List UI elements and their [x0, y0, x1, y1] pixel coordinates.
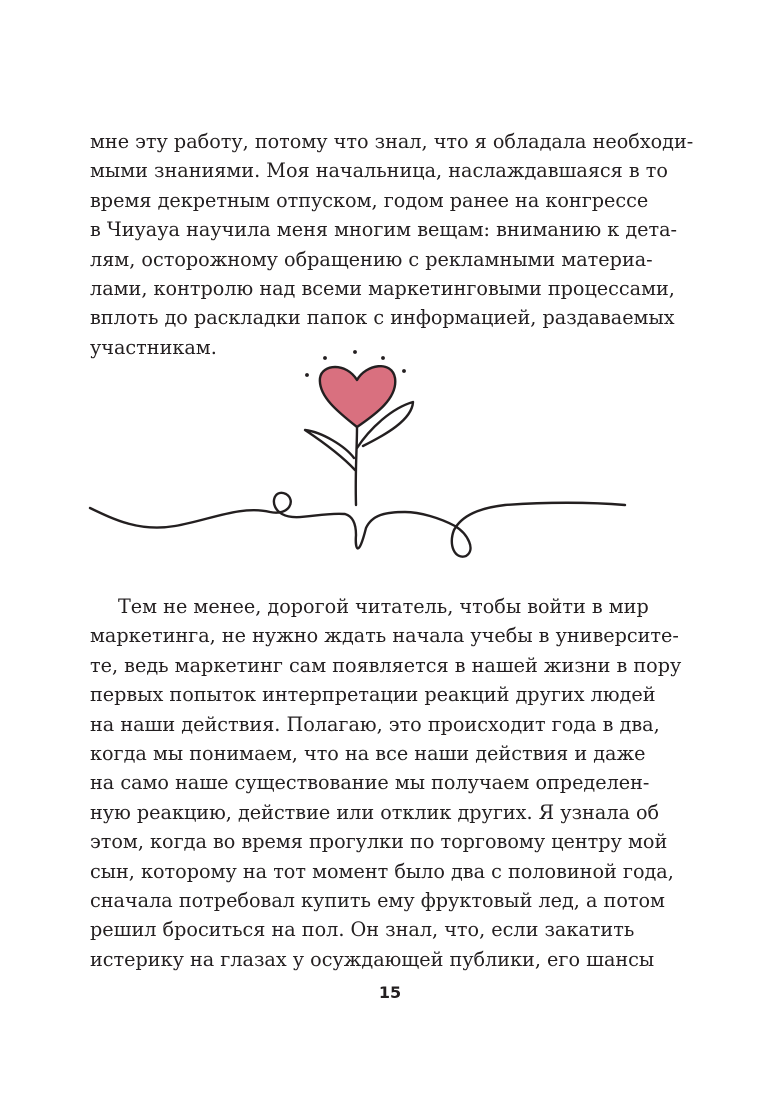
text-line: лами, контролю над всеми маркетинговыми процессами, — [90, 277, 675, 301]
text-line: мне эту работу, потому что знал, что я обладала необходи- — [90, 130, 694, 153]
decor-dot — [381, 356, 385, 360]
text-line: маркетинга, не нужно ждать начала учебы в университе- — [90, 624, 679, 648]
text-line: Тем не менее, дорогой читатель, чтобы войти в мир — [118, 595, 649, 618]
paragraph-2 — [90, 592, 682, 974]
text-line: истерику на глазах у осуждающей публики, его шансы — [90, 947, 655, 971]
paragraph-1 — [90, 127, 694, 362]
text-line: лям, осторожному обращению с рекламными материа- — [90, 247, 653, 271]
text-line: мыми знаниями. Моя начальница, наслаждавшаяся в то — [90, 159, 668, 183]
decor-dot — [353, 350, 357, 354]
text-line: время декретным отпуском, годом ранее на конгрессе — [90, 188, 649, 212]
text-line: сын, которому на тот момент было два с половиной года, — [90, 859, 674, 883]
text-line: на само наше существование мы получаем определен- — [90, 771, 650, 795]
left-leaf — [305, 430, 355, 470]
text-line: сначала потребовал купить ему фруктовый лед, а потом — [90, 889, 665, 913]
decor-dot — [323, 356, 327, 360]
text-line: этом, когда во время прогулки по торговому центру мой — [90, 830, 668, 854]
text-line: участникам. — [90, 335, 217, 359]
text-line: вплоть до раскладки папок с информацией, раздаваемых — [90, 306, 675, 330]
text-line: те, ведь маркетинг сам появляется в нашей жизни в пору — [90, 653, 682, 677]
text-line: решил броситься на пол. Он знал, что, если закатить — [90, 918, 635, 942]
flower-ornament — [0, 342, 780, 572]
text-line: когда мы понимаем, что на все наши действия и даже — [90, 742, 646, 766]
ground-line — [90, 493, 625, 557]
text-line: первых попыток интерпретации реакций других людей — [90, 683, 656, 707]
decor-dot — [402, 369, 406, 373]
text-line: ную реакцию, действие или отклик других. Я узнала об — [90, 800, 660, 824]
flower-stem — [356, 427, 357, 505]
text-line: в Чиуауа научила меня многим вещам: вниманию к дета- — [90, 218, 678, 242]
decor-dot — [305, 373, 309, 377]
page-number: 15 — [378, 983, 402, 1002]
text-line: на наши действия. Полагаю, это происходит года в два, — [90, 712, 660, 736]
